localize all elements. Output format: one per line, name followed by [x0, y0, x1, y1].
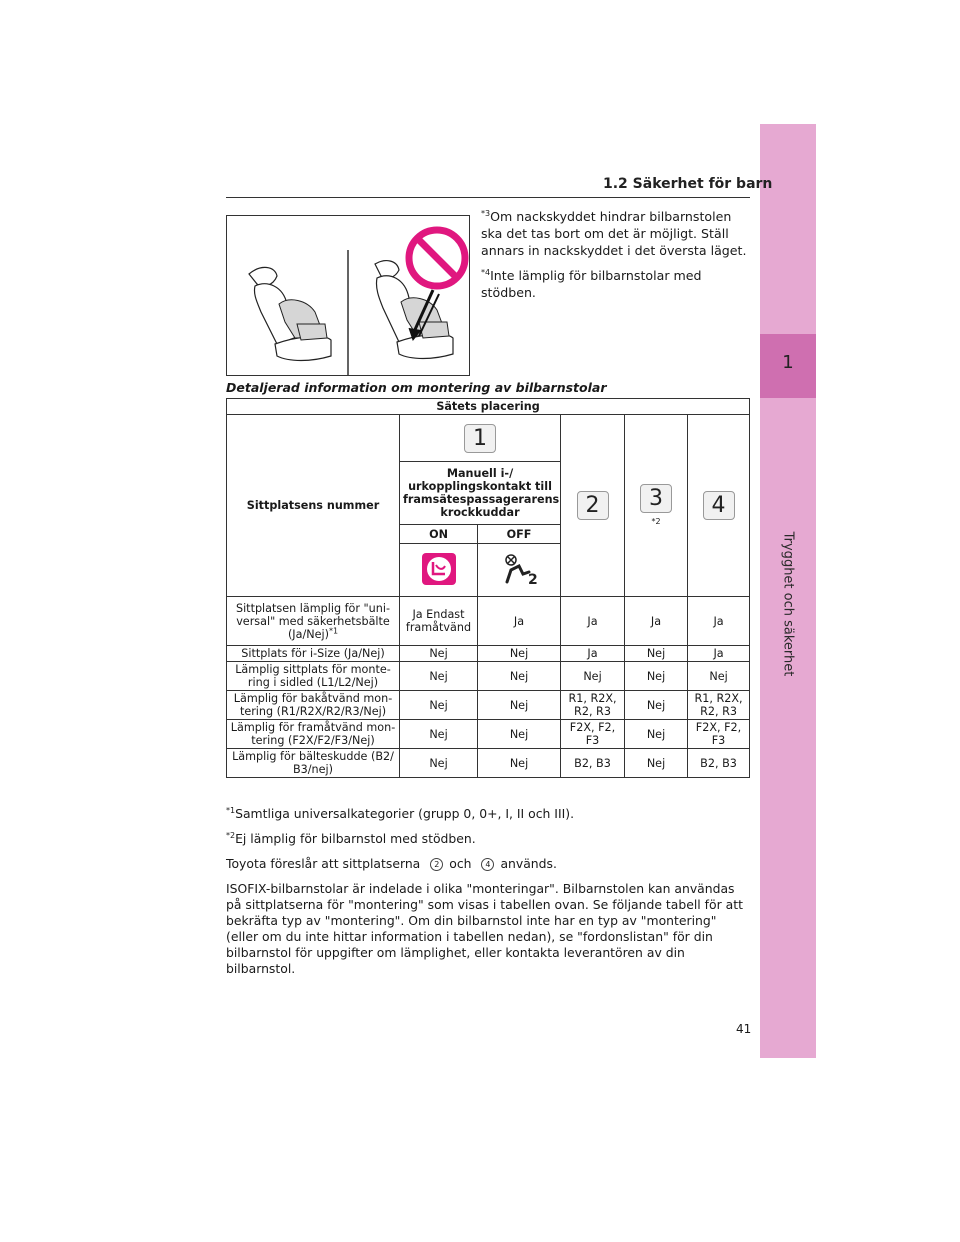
- seat-3-footnote-mark: *2: [651, 516, 661, 526]
- table-cell: Nej: [400, 646, 478, 662]
- airbag-off-cell: [478, 544, 561, 597]
- page-number: 41: [736, 1022, 752, 1036]
- table-cell: Nej: [625, 662, 688, 691]
- seat-number-3-badge: 3: [640, 484, 672, 513]
- section-title: 1.2 Säkerhet för barn: [603, 176, 773, 192]
- note-3: $^{*3}$Om nackskyddet hindrar bilbarnstolen ska det tas bort om det är möjligt. Ställ annars in nackskyddet i det översta läget.: [481, 208, 747, 258]
- seat-2-cell: [561, 415, 625, 597]
- header-divider: [226, 197, 750, 198]
- table-cell: Ja: [478, 597, 561, 646]
- circled-seat-4-icon: 4: [481, 858, 494, 871]
- seat-number-4-badge: 4: [703, 491, 735, 520]
- table-cell: Nej: [625, 691, 688, 720]
- footnote-2: $^{*2}$Ej lämplig för bilbarnstol med stödben.: [226, 830, 476, 846]
- table-cell: Nej: [478, 691, 561, 720]
- table-cell: B2, B3: [688, 749, 750, 778]
- seat-headrest-illustration: [226, 215, 470, 376]
- recommendation: Toyota föreslår att sittplatserna 2 och 4 används.: [226, 856, 557, 871]
- seat-4-cell: [688, 415, 750, 597]
- table-cell: Nej: [625, 720, 688, 749]
- table-cell: Nej: [561, 662, 625, 691]
- table-row-label: Lämplig för framåtvänd mon- tering (F2X/F2/F3/Nej): [227, 720, 400, 749]
- seat-number-2-badge: 2: [577, 491, 609, 520]
- table-cell: F2X, F2, F3: [561, 720, 625, 749]
- row-header-seat-number: Sittplatsens nummer: [227, 415, 400, 597]
- table-row-label: Sittplats för i-Size (Ja/Nej): [227, 646, 400, 662]
- table-cell: Nej: [400, 749, 478, 778]
- table-cell: R1, R2X, R2, R3: [688, 691, 750, 720]
- seat-1-cell: [400, 415, 561, 462]
- body-text: [226, 806, 752, 986]
- table-cell: F2X, F2, F3: [688, 720, 750, 749]
- table-cell: Ja Endast framåtvänd: [400, 597, 478, 646]
- table-cell: Ja: [561, 597, 625, 646]
- table-row-label: Lämplig sittplats för monte- ring i sidled (L1/L2/Nej): [227, 662, 400, 691]
- table-cell: Nej: [625, 646, 688, 662]
- table-cell: Nej: [478, 749, 561, 778]
- airbag-switch-label: Manuell i-/ urkopplingskontakt till framsätespassagerarens krockkuddar: [400, 462, 561, 525]
- table-cell: Ja: [625, 597, 688, 646]
- airbag-on-icon: [421, 552, 457, 586]
- svg-text:2: 2: [528, 571, 538, 586]
- note-4: $^{*4}$Inte lämplig för bilbarnstolar med stödben.: [481, 267, 702, 300]
- isofix-paragraph: ISOFIX-bilbarnstolar är indelade i olika "monteringar". Bilbarnstolen kan användas på sittplatserna för "montering" som visas i tabellen ovan. Se följande tabell för att bekräfta typ av "montering". Om din bilbarnstol inte har en typ av "montering" (eller om du inte hittar information i tabellen nedan), se "fordonslistan" för din bilbarnstol för uppgifter om lämplighet, eller kontakta leverantören av din bilbarnstol.: [226, 881, 743, 976]
- table-cell: Nej: [400, 662, 478, 691]
- table-title: Detaljerad information om montering av bilbarnstolar: [226, 380, 607, 395]
- chapter-title: Trygghet och säkerhet: [780, 531, 796, 677]
- seat-suitability-table: [226, 398, 750, 778]
- seat-number-1-badge: 1: [464, 424, 496, 453]
- circled-seat-2-icon: 2: [430, 858, 443, 871]
- table-cell: B2, B3: [561, 749, 625, 778]
- switch-on-label: ON: [400, 525, 478, 544]
- table-cell: Nej: [688, 662, 750, 691]
- table-row-label: Sittplatsen lämplig för "uni- versal" med säkerhetsbälte $(Ja/Nej)^{*1}$: [227, 597, 400, 646]
- table-cell: R1, R2X, R2, R3: [561, 691, 625, 720]
- airbag-off-icon: [499, 552, 539, 586]
- side-notes: [481, 208, 751, 309]
- chapter-side-tab: [760, 124, 816, 1058]
- table-row-label: Lämplig för bälteskudde (B2/ B3/nej): [227, 749, 400, 778]
- table-cell: Nej: [478, 662, 561, 691]
- table-cell: Nej: [400, 691, 478, 720]
- footnote-1: $^{*1}$Samtliga universalkategorier (grupp 0, 0+, I, II och III).: [226, 805, 575, 821]
- table-cell: Nej: [625, 749, 688, 778]
- table-cell: Nej: [478, 720, 561, 749]
- airbag-on-cell: [400, 544, 478, 597]
- table-header-placement: Sätets placering: [227, 399, 750, 415]
- table-cell: Nej: [478, 646, 561, 662]
- chapter-number: 1: [782, 352, 794, 373]
- table-cell: Ja: [688, 646, 750, 662]
- switch-off-label: OFF: [478, 525, 561, 544]
- table-cell: Ja: [561, 646, 625, 662]
- table-row-label: Lämplig för bakåtvänd mon- tering (R1/R2X/R2/R3/Nej): [227, 691, 400, 720]
- table-cell: Ja: [688, 597, 750, 646]
- table-cell: Nej: [400, 720, 478, 749]
- seat-3-cell: [625, 415, 688, 597]
